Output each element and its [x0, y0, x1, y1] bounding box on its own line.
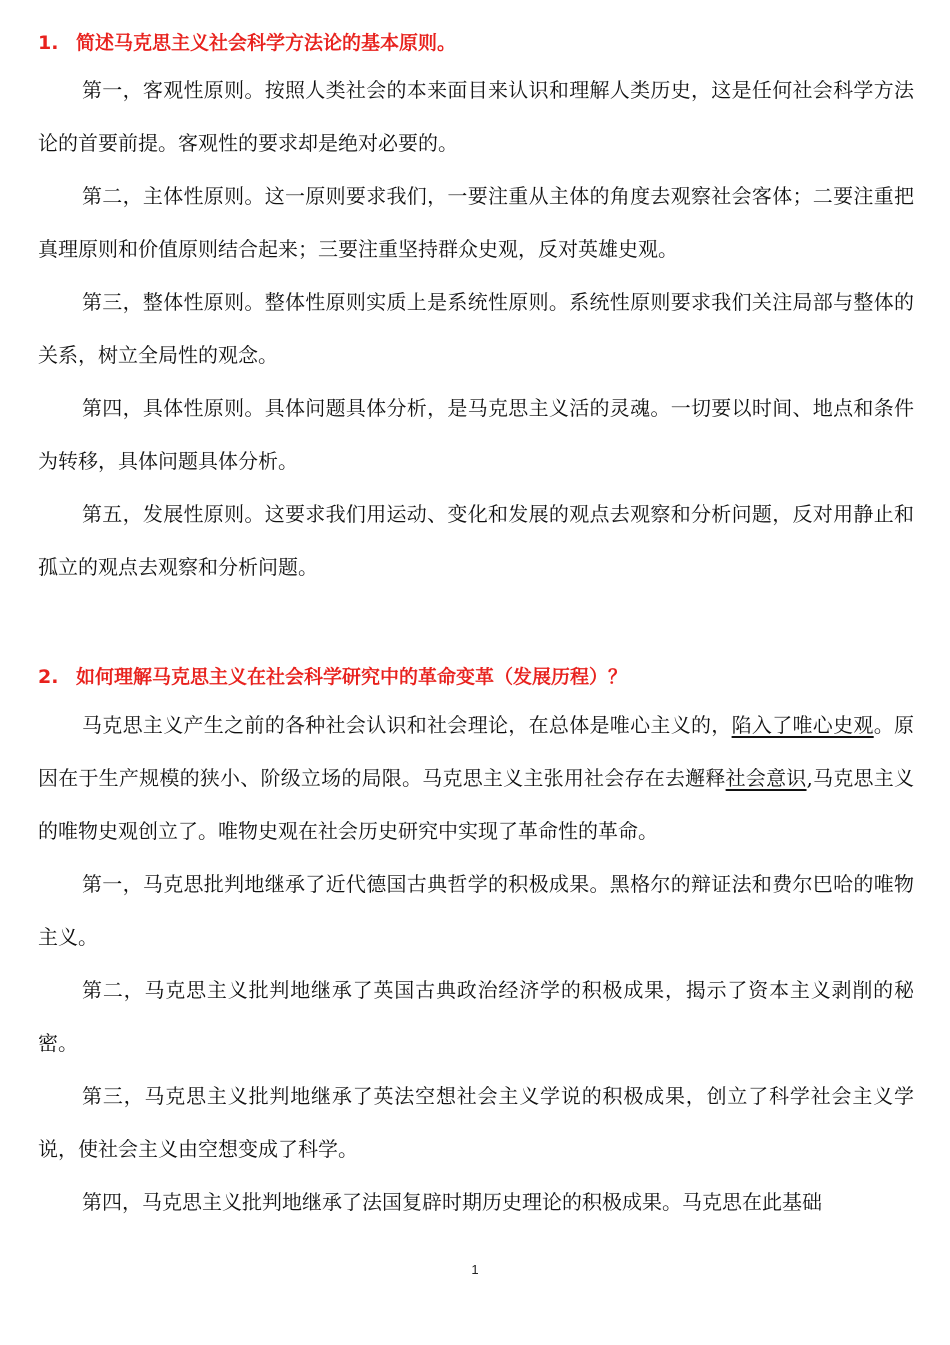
section-1-paragraph-3: 第三，整体性原则。整体性原则实质上是系统性原则。系统性原则要求我们关注局部与整体的关系，树立全局性的观念。: [38, 290, 914, 367]
section-1-title: 简述马克思主义社会科学方法论的基本原则。: [76, 32, 457, 54]
intro-underlined-1: 陷入了唯心史观: [731, 713, 874, 737]
section-1-paragraph-1: 第一，客观性原则。按照人类社会的本来面目来认识和理解人类历史，这是任何社会科学方法论的首要前提。客观性的要求却是绝对必要的。: [38, 78, 914, 155]
intro-text-2: 。原因在于生产规模的狭小、阶级立场的局限。马克思主义主张用社会存在去邂释: [38, 713, 915, 790]
section-1-heading: [38, 30, 918, 56]
section-1-paragraph-2: 第二，主体性原则。这一原则要求我们，一要注重从主体的角度去观察社会客体；二要注重把真理原则和价值原则结合起来；三要注重坚持群众史观，反对英雄史观。: [38, 184, 914, 261]
section-2-paragraph-2: 第二，马克思主义批判地继承了英国古典政治经济学的积极成果，揭示了资本主义剥削的秘密。: [38, 978, 914, 1055]
page-number: 1: [471, 1262, 479, 1277]
intro-text-1: 马克思主义产生之前的各种社会认识和社会理论，在总体是唯心主义的，: [82, 713, 732, 737]
section-1-number: 1.: [38, 32, 59, 54]
section-1-paragraph-4: 第四，具体性原则。具体问题具体分析，是马克思主义活的灵魂。一切要以时间、地点和条件为转移，具体问题具体分析。: [38, 396, 914, 473]
section-2-number: 2.: [38, 666, 59, 688]
section-2-title: 如何理解马克思主义在社会科学研究中的革命变革（发展历程）？: [76, 666, 628, 688]
section-1-paragraph-5: 第五，发展性原则。这要求我们用运动、变化和发展的观点去观察和分析问题，反对用静止和孤立的观点去观察和分析问题。: [38, 502, 914, 579]
section-2-heading: [38, 664, 918, 690]
intro-text-3: ,马克思主义的唯物史观创立了。唯物史观在社会历史研究中实现了革命性的革命。: [38, 766, 915, 843]
section-2-paragraph-1: 第一，马克思批判地继承了近代德国古典哲学的积极成果。黑格尔的辩证法和费尔巴哈的唯物主义。: [38, 872, 914, 949]
intro-underlined-2: 社会意识: [725, 766, 807, 790]
section-2-paragraph-4: 第四，马克思主义批判地继承了法国复辟时期历史理论的积极成果。马克思在此基础: [82, 1190, 822, 1214]
section-2-paragraph-3: 第三，马克思主义批判地继承了英法空想社会主义学说的积极成果，创立了科学社会主义学说，使社会主义由空想变成了科学。: [38, 1084, 914, 1161]
section-2-intro-paragraph: [38, 699, 914, 858]
